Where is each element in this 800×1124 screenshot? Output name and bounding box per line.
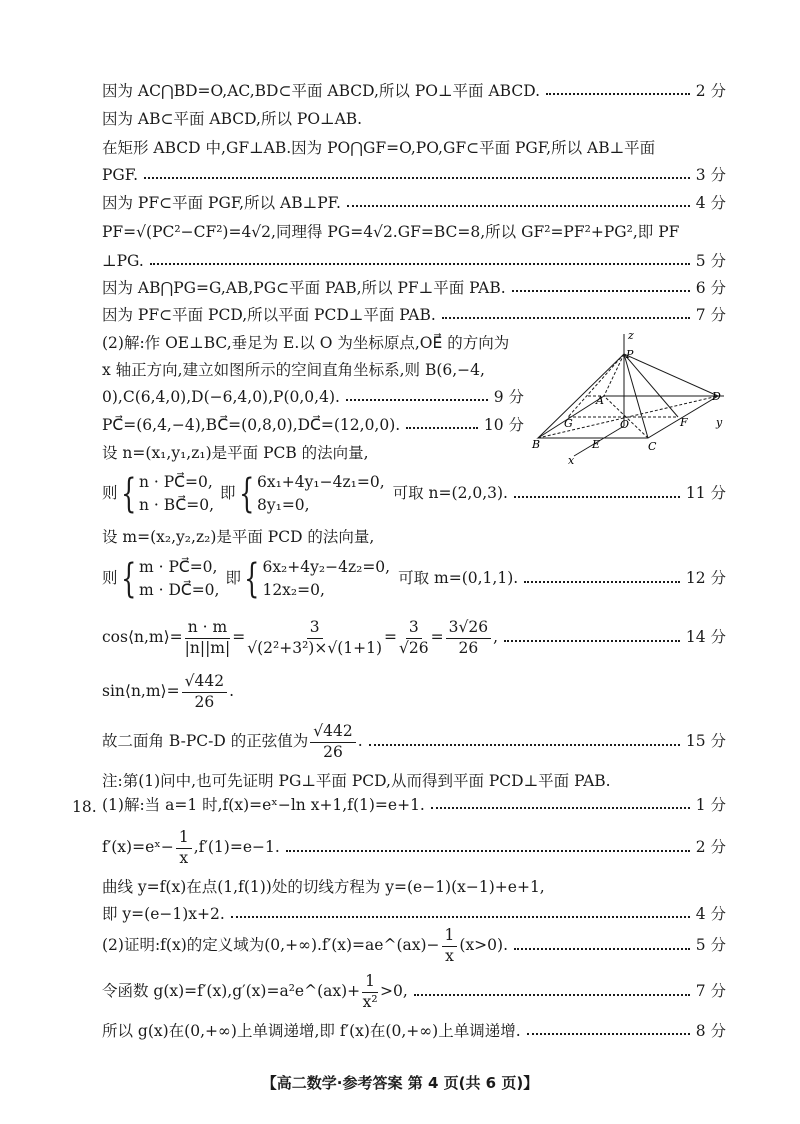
- score: 4 分: [695, 905, 726, 923]
- line-7: ⊥PG. 5 分: [102, 252, 726, 270]
- conclusion-line: 故二面角 B-PC-D 的正弦值为 $\frac{√442}{26}$ . 15 分: [102, 722, 726, 761]
- line-3: 在矩形 ABCD 中,GF⊥AB.因为 PO⋂GF=O,PO,GF⊂平面 PGF,所以 AB⊥平面: [102, 139, 656, 157]
- sin-line: sin⟨n,m⟩= $\frac{√442}{26}$ .: [102, 672, 234, 711]
- score: 9 分: [493, 388, 524, 406]
- label-O: O: [620, 418, 630, 431]
- score: 2 分: [695, 838, 726, 857]
- line-6: PF=√(PC²−CF²)=4√2,同理得 PG=4√2.GF=BC=8,所以 GF²=PF²+PG²,即 PF: [102, 223, 680, 241]
- line-18-3: 曲线 y=f(x)在点(1,f(1))处的切线方程为 y=(e−1)(x−1)+e+1,: [102, 878, 545, 896]
- label-A: A: [596, 394, 604, 407]
- line-18-1: (1)解:当 a=1 时,f(x)=eˣ−ln x+1,f(1)=e+1. 1 分: [102, 796, 726, 814]
- line-15: 设 m=(x₂,y₂,z₂)是平面 PCD 的法向量,: [102, 528, 375, 546]
- seg-PG: [568, 354, 624, 417]
- score: 3 分: [695, 166, 726, 184]
- line-18-2: f′(x)=eˣ− $\frac{1}{x}$ ,f′(1)=e−1. 2 分: [102, 828, 726, 867]
- page-footer: 【高二数学·参考答案 第 4 页(共 6 页)】: [261, 1074, 539, 1092]
- score: 8 分: [695, 1022, 726, 1040]
- score: 14 分: [685, 628, 726, 647]
- score: 4 分: [695, 194, 726, 212]
- label-B: B: [532, 438, 541, 451]
- line-12: 0),C(6,4,0),D(−6,4,0),P(0,0,4). 9 分: [102, 388, 524, 406]
- edge-PA: [604, 354, 624, 396]
- note-line: 注:第(1)问中,也可先证明 PG⊥平面 PCD,从而得到平面 PCD⊥平面 PAB.: [102, 772, 611, 790]
- line-11: x 轴正方向,建立如图所示的空间直角坐标系,则 B(6,−4,: [102, 361, 485, 379]
- label-z: z: [628, 330, 634, 342]
- score: 15 分: [685, 732, 726, 751]
- label-x: x: [568, 454, 575, 467]
- score: 7 分: [695, 306, 726, 324]
- score: 2 分: [695, 82, 726, 100]
- line-13: PC⃗=(6,4,−4),BC⃗=(0,8,0),DC⃗=(12,0,0). 10 分: [102, 416, 524, 434]
- score: 12 分: [685, 569, 726, 588]
- seg-PF: [624, 354, 678, 417]
- score: 10 分: [483, 416, 524, 434]
- line-9: 因为 PF⊂平面 PCD,所以平面 PCD⊥平面 PAB. 7 分: [102, 306, 726, 324]
- line-1: 因为 AC⋂BD=O,AC,BD⊂平面 ABCD,所以 PO⊥平面 ABCD. 2 分: [102, 82, 726, 100]
- label-P: P: [626, 348, 634, 361]
- score: 5 分: [695, 252, 726, 270]
- score: 5 分: [695, 936, 726, 955]
- label-y: y: [716, 416, 723, 429]
- problem-number-18: 18.: [72, 798, 97, 816]
- edge-PD: [624, 354, 718, 396]
- line-10: (2)解:作 OE⊥BC,垂足为 E.以 O 为坐标原点,OE⃗ 的方向为: [102, 334, 510, 352]
- score: 6 分: [695, 279, 726, 297]
- score: 11 分: [685, 484, 726, 503]
- score: 7 分: [695, 982, 726, 1001]
- line-5: 因为 PF⊂平面 PGF,所以 AB⊥PF. 4 分: [102, 194, 726, 212]
- line-14: 设 n=(x₁,y₁,z₁)是平面 PCB 的法向量,: [102, 444, 369, 462]
- line-18-6: 令函数 g(x)=f′(x),g′(x)=a²e^(ax)+ $\frac{1}{\text{x²}}$ >0, 7 分: [102, 972, 726, 1011]
- line-2: 因为 AB⊂平面 ABCD,所以 PO⊥AB.: [102, 110, 363, 128]
- label-D: D: [712, 390, 721, 403]
- line-18-4: 即 y=(e−1)x+2. 4 分: [102, 905, 726, 923]
- line-8: 因为 AB⋂PG=G,AB,PG⊂平面 PAB,所以 PF⊥平面 PAB. 6 分: [102, 279, 726, 297]
- system-1: 则 { n · PC⃗=0, n · BC⃗=0, 即 { 6x₁+4y₁−4z₁=0, 8y₁=0, 可取 n=(2,0,3). 11 分: [102, 471, 726, 517]
- line-18-5: (2)证明:f(x)的定义域为(0,+∞).f′(x)=ae^(ax)− $\frac{1}{x}$ (x>0). 5 分: [102, 926, 726, 965]
- score: 1 分: [695, 796, 726, 814]
- line-18-7: 所以 g(x)在(0,+∞)上单调递增,即 f′(x)在(0,+∞)上单调递增. 8 分: [102, 1022, 726, 1040]
- line-4: PGF. 3 分: [102, 166, 726, 184]
- cos-line: cos⟨n,m⟩= $\frac{n \cdot m}{|n||m|}$ = $\frac{3}{\text{√(2²+3²)×√(1+1)}}$ = $\frac{3}{√26}$ = $\frac{3√26}{26}$ , 14 分: [102, 618, 726, 657]
- label-G: G: [564, 417, 573, 430]
- label-E: E: [592, 438, 601, 451]
- label-C: C: [648, 440, 657, 453]
- pyramid-figure: [528, 330, 728, 470]
- system-2: 则 { m · PC⃗=0, m · DC⃗=0, 即 { 6x₂+4y₂−4z₂=0, 12x₂=0, 可取 m=(0,1,1). 12 分: [102, 556, 726, 602]
- label-F: F: [680, 416, 688, 429]
